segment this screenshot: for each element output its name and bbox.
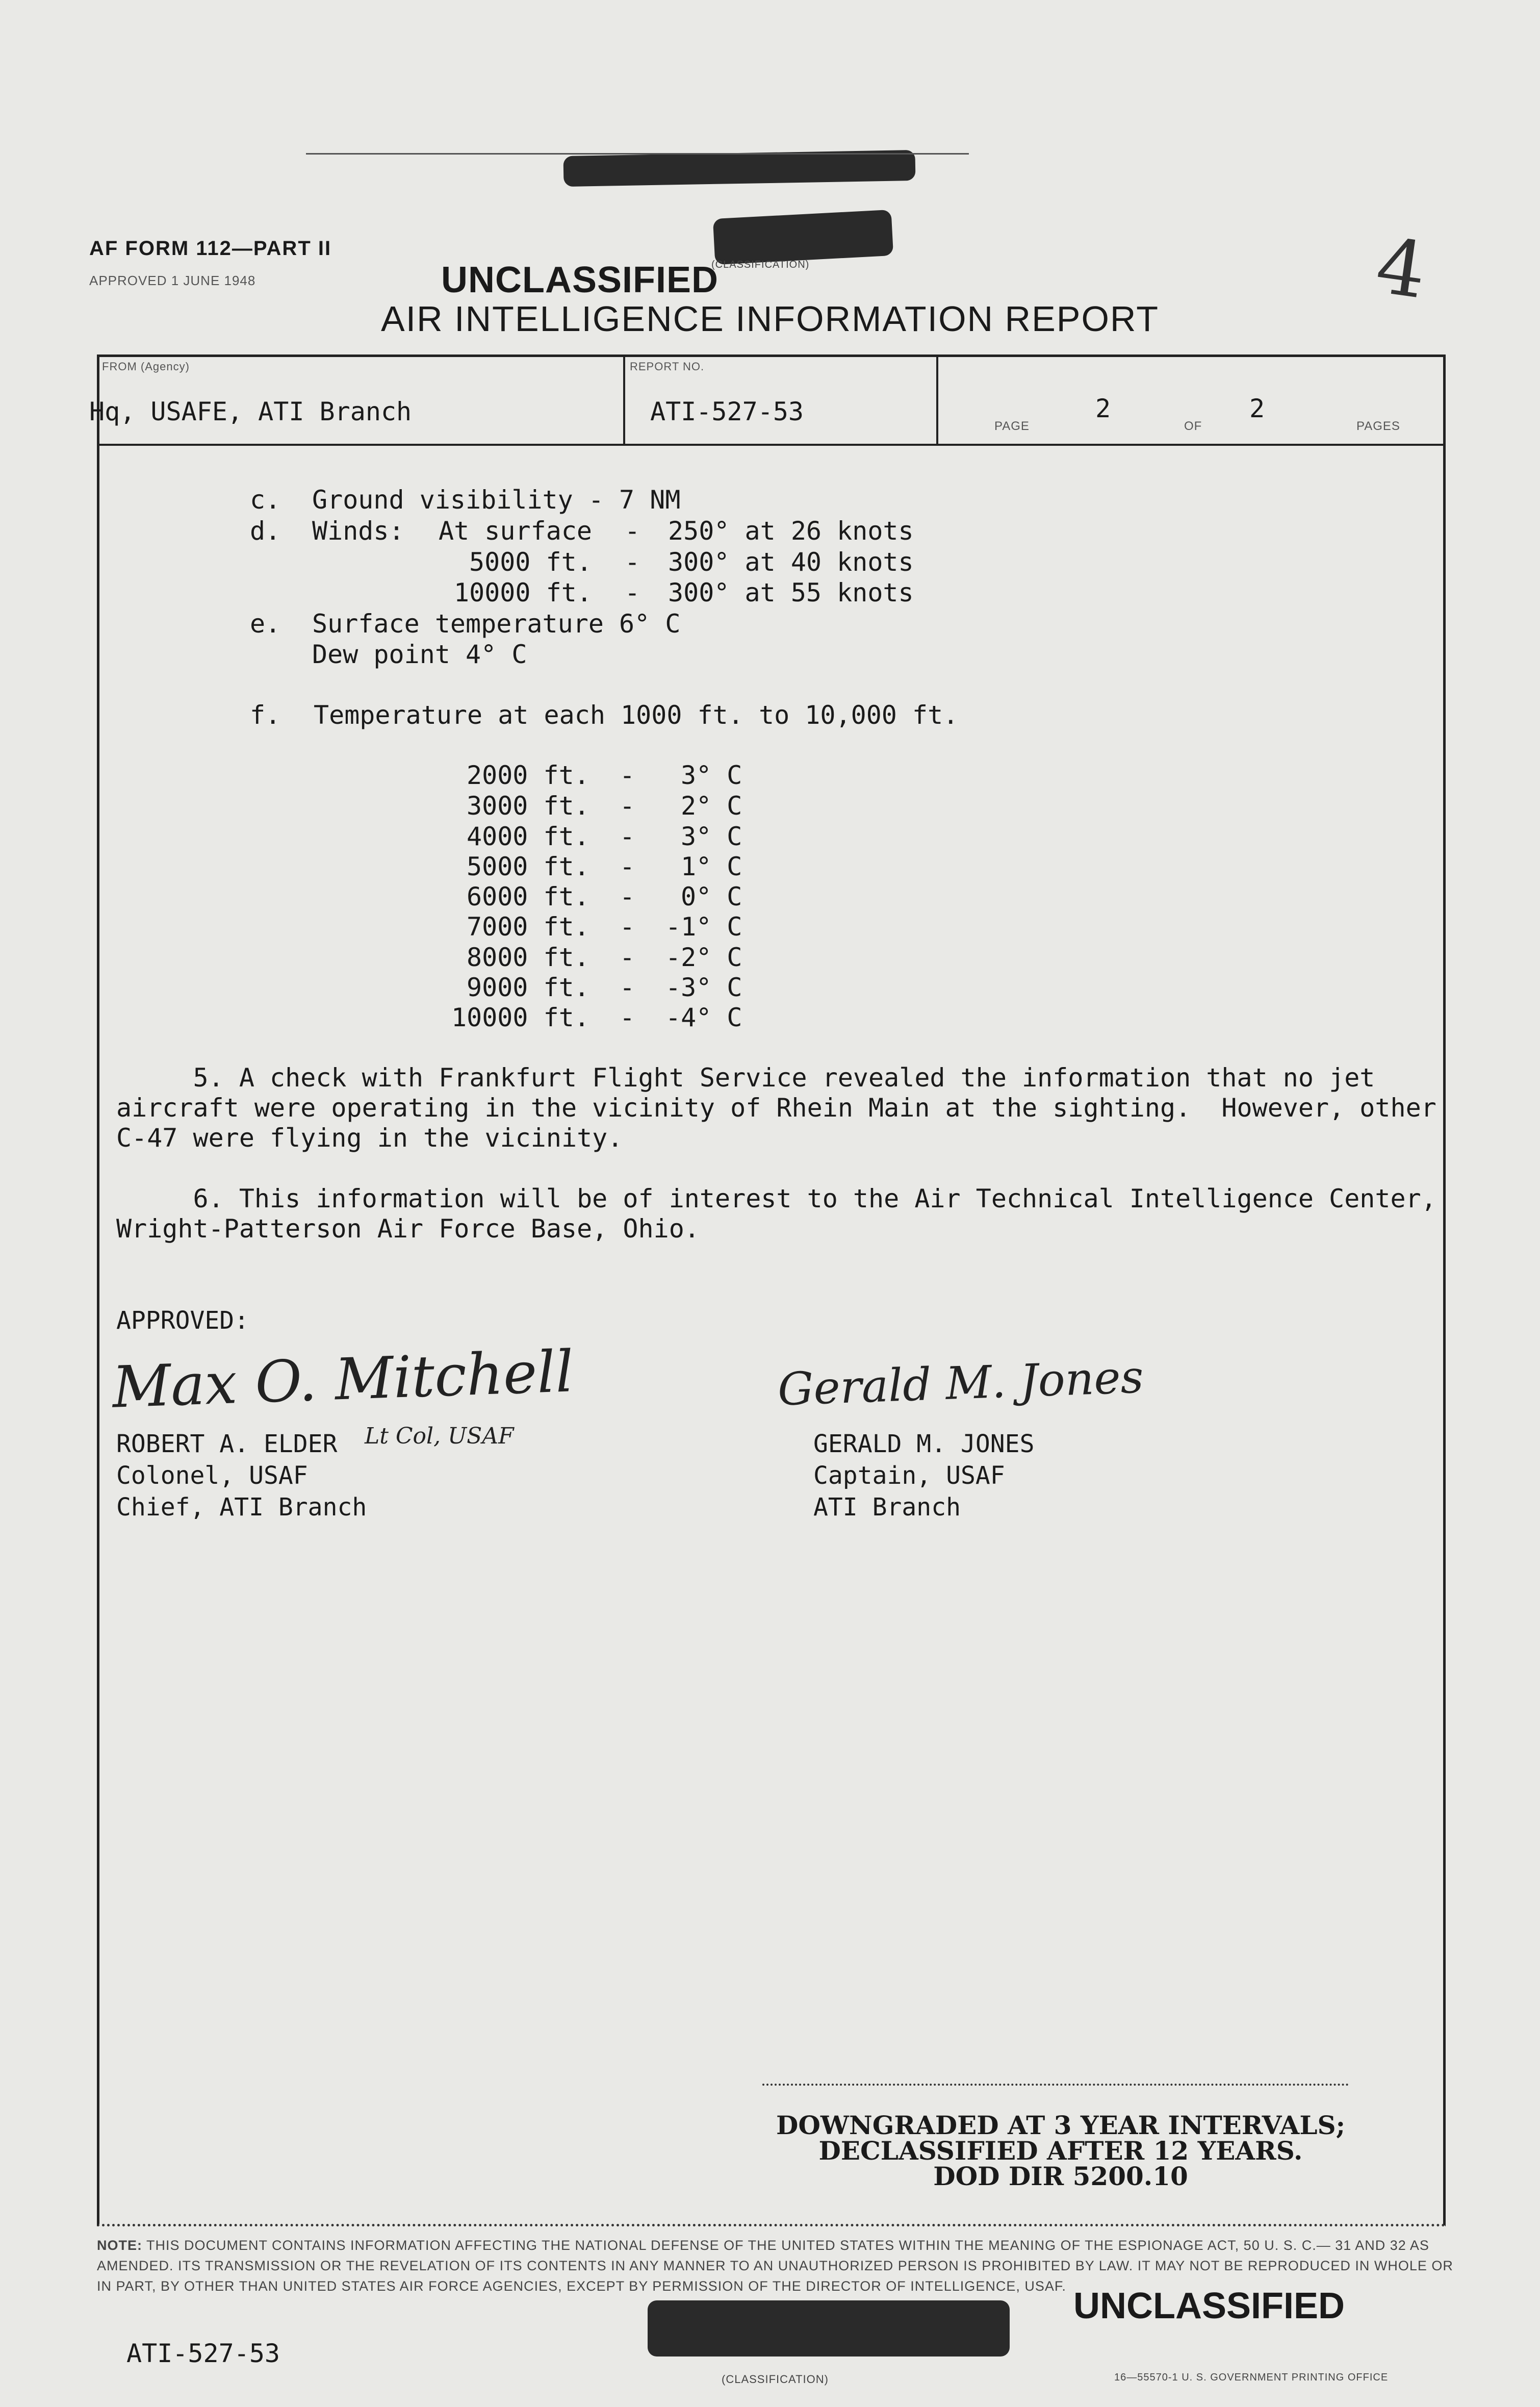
- paragraph-5-line: aircraft were operating in the vicinity of Rhein Main at the sighting. However, other: [116, 1093, 1436, 1123]
- right-rank: Captain, USAF: [813, 1461, 1005, 1490]
- report-frame: [97, 354, 1446, 2226]
- header-divider: [97, 444, 1446, 446]
- temp-alt: 3000 ft.: [467, 791, 589, 821]
- of-label: OF: [1184, 419, 1202, 433]
- temp-value: -2° C: [665, 943, 742, 972]
- left-rank: Colonel, USAF: [116, 1461, 308, 1490]
- classification-caption-top: (CLASSIFICATION): [711, 259, 810, 270]
- wind-alt: 5000 ft.: [469, 547, 592, 577]
- temp-sep: -: [620, 1003, 635, 1032]
- temp-sep: -: [620, 791, 635, 821]
- item-e-marker: e.: [250, 609, 281, 639]
- surface-temp-text: Surface temperature 6° C: [312, 609, 681, 639]
- top-redaction-stamp: [713, 210, 893, 265]
- item-c-text: Ground visibility - 7 NM: [312, 485, 681, 515]
- temp-alt: 9000 ft.: [467, 973, 589, 1002]
- downgrade-rule: [762, 2084, 1349, 2086]
- temp-sep: -: [620, 912, 635, 942]
- classification-top: UNCLASSIFIED: [441, 260, 719, 300]
- header-col-divider-2: [936, 354, 938, 444]
- handwritten-page-number: 4: [1371, 221, 1432, 316]
- temp-alt: 2000 ft.: [467, 761, 589, 790]
- temp-value: 2° C: [681, 791, 742, 821]
- paragraph-5-line: 5. A check with Frankfurt Flight Service revealed the information that no jet: [116, 1063, 1375, 1093]
- wind-sep: -: [625, 547, 640, 577]
- classification-bottom: UNCLASSIFIED: [1073, 2286, 1345, 2326]
- right-handwritten-signature: Gerald M. Jones: [777, 1350, 1145, 1416]
- classification-caption-bottom: (CLASSIFICATION): [722, 2373, 829, 2386]
- item-c-marker: c.: [250, 485, 281, 515]
- temp-sep: -: [620, 761, 635, 790]
- footer-report-number: ATI-527-53: [126, 2339, 280, 2368]
- from-value: Hq, USAFE, ATI Branch: [89, 397, 412, 426]
- temp-sep: -: [620, 973, 635, 1002]
- of-value: 2: [1249, 394, 1265, 423]
- temp-alt: 4000 ft.: [467, 822, 589, 851]
- temp-sep: -: [620, 822, 635, 851]
- downgrade-line-3: DOD DIR 5200.10: [933, 2161, 1188, 2191]
- paragraph-6-line: 6. This information will be of interest to the Air Technical Intelligence Center,: [116, 1184, 1436, 1213]
- left-title: Chief, ATI Branch: [116, 1493, 367, 1522]
- temp-alt: 5000 ft.: [467, 852, 589, 881]
- paragraph-6-line: Wright-Patterson Air Force Base, Ohio.: [116, 1214, 700, 1244]
- report-title: AIR INTELLIGENCE INFORMATION REPORT: [381, 299, 1159, 339]
- temperature-heading: Temperature at each 1000 ft. to 10,000 ft.: [314, 700, 959, 730]
- left-handwritten-signature: Max O. Mitchell: [111, 1338, 575, 1421]
- temp-value: -3° C: [665, 973, 742, 1002]
- gpo-line: 16—55570-1 U. S. GOVERNMENT PRINTING OFFICE: [1114, 2372, 1389, 2383]
- report-no-label: REPORT NO.: [630, 360, 705, 373]
- temp-sep: -: [620, 943, 635, 972]
- temp-alt: 8000 ft.: [467, 943, 589, 972]
- top-rule: [306, 153, 969, 155]
- temp-value: 3° C: [681, 822, 742, 851]
- downgrade-line-1: DOWNGRADED AT 3 YEAR INTERVALS;: [776, 2110, 1346, 2140]
- page-value: 2: [1095, 394, 1111, 423]
- note-text: THIS DOCUMENT CONTAINS INFORMATION AFFECTING THE NATIONAL DEFENSE OF THE UNITED STATES WITHIN THE MEANING OF THE ESPIONAGE ACT, 50 U. S. C.— 31 AND 32 AS AMENDED. ITS TRANSMISSION OR THE REVELATION OF ITS CONTENTS IN ANY MANNER TO AN UNAUTHORIZED PERSON IS PROHIBITED BY LAW. IT MAY NOT BE REPRODUCED IN WHOLE OR IN PART, BY OTHER THAN UNITED STATES AIR FORCE AGENCIES, EXCEPT BY PERMISSION OF THE DIRECTOR OF INTELLIGENCE, USAF.: [97, 2238, 1453, 2294]
- wind-value: 250° at 26 knots: [668, 516, 914, 546]
- approved-label: APPROVED:: [116, 1306, 249, 1335]
- temp-value: -4° C: [665, 1003, 742, 1032]
- temp-value: 3° C: [681, 761, 742, 790]
- paragraph-5-line: C-47 were flying in the vicinity.: [116, 1123, 623, 1153]
- page-label: PAGE: [994, 419, 1030, 433]
- report-no-value: ATI-527-53: [650, 397, 804, 426]
- temp-alt: 7000 ft.: [467, 912, 589, 942]
- top-redaction-bar: [563, 150, 916, 187]
- from-label: FROM (Agency): [102, 360, 190, 373]
- wind-alt: 10000 ft.: [454, 578, 592, 607]
- winds-label: Winds:: [312, 516, 404, 546]
- wind-value: 300° at 55 knots: [668, 578, 914, 607]
- temp-sep: -: [620, 882, 635, 911]
- form-approved: APPROVED 1 JUNE 1948: [89, 273, 256, 288]
- item-d-marker: d.: [250, 516, 281, 546]
- wind-alt: At surface: [439, 516, 593, 546]
- temp-value: 0° C: [681, 882, 742, 911]
- header-col-divider-1: [623, 354, 625, 444]
- left-name: ROBERT A. ELDER: [116, 1430, 338, 1458]
- downgrade-line-2: DECLASSIFIED AFTER 12 YEARS.: [818, 2136, 1303, 2166]
- temp-alt: 6000 ft.: [467, 882, 589, 911]
- wind-value: 300° at 40 knots: [668, 547, 914, 577]
- pages-label: PAGES: [1356, 419, 1400, 433]
- form-id: AF FORM 112—PART II: [89, 237, 332, 260]
- left-name-annotation: Lt Col, USAF: [365, 1423, 514, 1449]
- bottom-redaction-bar: [648, 2300, 1010, 2357]
- wind-sep: -: [625, 578, 640, 607]
- dew-point-text: Dew point 4° C: [312, 640, 527, 669]
- item-f-marker: f.: [250, 700, 281, 730]
- temp-value: -1° C: [665, 912, 742, 942]
- right-name: GERALD M. JONES: [813, 1430, 1035, 1458]
- right-title: ATI Branch: [813, 1493, 961, 1522]
- temp-value: 1° C: [681, 852, 742, 881]
- wind-sep: -: [625, 516, 640, 546]
- note-label: NOTE:: [97, 2238, 142, 2253]
- temp-sep: -: [620, 852, 635, 881]
- temp-alt: 10000 ft.: [451, 1003, 589, 1032]
